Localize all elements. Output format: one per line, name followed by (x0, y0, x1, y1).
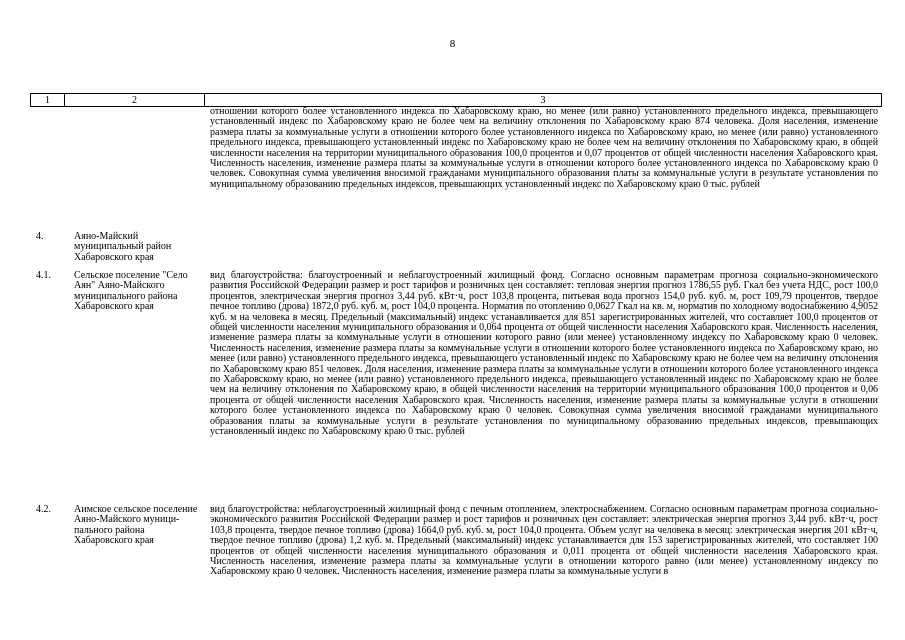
municipality-name: Аяно-Майский муниципальный район Хабаровского края (74, 231, 172, 263)
row-description: вид благоустройства: неблагоустроенный жилищный фонд с печным отоплением, электроснабжением. Согласно основным параметрам прогноза социально-экономического развития Российской Федерации размер и рост тарифов и розничных цен составляет: электрическая энергия прогноз 3,44 руб. кВт·ч, рост 103,8 процента, твердое печное топливо (дрова) 1664,0 руб. куб. м, рост 104,0 процента. Объем услуг на человека в месяц: электрическая энергия 201 кВт·ч, твердое печное топливо (дрова) 1,2 куб. м. Предельный (максимальный) индекс устанавливается для 153 зарегистрированных жителей, что составляет 100 процентов от общей численности населения муниципального образования и 0,011 процента от общей численности населения Хабаровского края. Численность населения, изменение размера платы за коммунальные услуги в отношении которого равно (или менее) установленному индексу по Хабаровскому краю 0 человек. Численность населения, изменение размера платы за коммунальные услуги в (210, 504, 878, 578)
page-number: 8 (449, 38, 456, 50)
header-col-1: 1 (31, 94, 65, 107)
row-number: 4.1. (36, 270, 51, 281)
municipality-name: Аимское сельское поселение Аяно-Майского муници-пального района Хабаровского края (74, 504, 198, 547)
continuation-text: отношении которого более установленного индекса по Хабаровскому краю, но менее (или равно) установленного предельного индекса, превышающего установленный индекс по Хабаровскому краю не более чем на величину отклонения по Хабаровскому краю 874 человека. Доля населения, изменение размера платы за коммунальные услуги в отношении которого более установленного индекса по Хабаровскому краю, но менее (или равно) установленного предельного индекса, превышающего установленный индекс по Хабаровскому краю не более чем на величину отклонения по Хабаровскому краю, в общей численности населения на территории муниципального образования 100,0 процентов и 0,07 процентов от общей численности населения Хабаровского края. Численность населения, изменение размера платы за коммунальные услуги в отношении которого более установленного индекса по Хабаровскому краю 0 человек. Совокупная сумма увеличения вносимой гражданами муниципального образования платы за коммунальные услуги в результате установления по муниципальному образованию предельных индексов, превышающих установленный индекс по Хабаровскому краю 0 тыс. рублей (210, 106, 878, 190)
header-col-2: 2 (65, 94, 205, 107)
row-number: 4.2. (36, 504, 51, 515)
row-number: 4. (36, 231, 44, 242)
header-col-3: 3 (205, 94, 882, 107)
row-description: вид благоустройства: благоустроенный и неблагоустроенный жилищный фонд. Согласно основным параметрам прогноза социально-экономического развития Российской Федерации размер и рост тарифов и розничных цен составляет: тепловая энергия прогноз 1786,55 руб. Гкал без учета НДС, рост 100,0 процентов, электрическая энергия прогноз 3,44 руб. кВт·ч, рост 103,8 процента, питьевая вода прогноз 154,0 руб. куб. м, рост 109,79 процентов, твердое печное топливо (дрова) 1872,0 руб. куб. м, рост 104,0 процента. Норматив по отоплению 0,0627 Гкал на кв. м, норматив по холодному водоснабжению 4,9052 куб. м на человека в месяц. Предельный (максимальный) индекс устанавливается для 851 зарегистрированных жителей, что составляет 100,0 процентов от общей численности населения муниципального образования и 0,064 процента от общей численности населения Хабаровского края. Численность населения, изменение размера платы за коммунальные услуги в отношении которого равно (или менее) установленному индексу по Хабаровскому краю 0 человек. Численность населения, изменение размера платы за коммунальные услуги в отношении которого более установленного индекса по Хабаровскому краю, но менее (или равно) установленного предельного индекса, превышающего установленный индекс по Хабаровскому краю не более чем на величину отклонения по Хабаровскому краю 851 человек. Доля населения, изменение размера платы за коммунальные услуги в отношении которого более установленного индекса по Хабаровскому краю, но менее (или равно) установленного предельного индекса, превышающего установленный индекс по Хабаровскому краю не более чем на величину отклонения по Хабаровскому краю, в общей численности населения на территории муниципального образования 100,0 процентов и 0,06 процента от общей численности населения Хабаровского края. Численность населения, изменение размера платы за коммунальные услуги в отношении которого более установленного индекса по Хабаровскому краю 0 человек. Совокупная сумма увеличения вносимой гражданами муниципального образования платы за коммунальные услуги в результате установления по муниципальному образованию предельных индексов, превышающих установленный индекс по Хабаровскому краю 0 тыс. рублей (210, 270, 878, 438)
municipality-name: Сельское поселение "Село Аян" Аяно-Майского муниципального района Хабаровского края (74, 270, 188, 313)
table-header (30, 93, 882, 107)
